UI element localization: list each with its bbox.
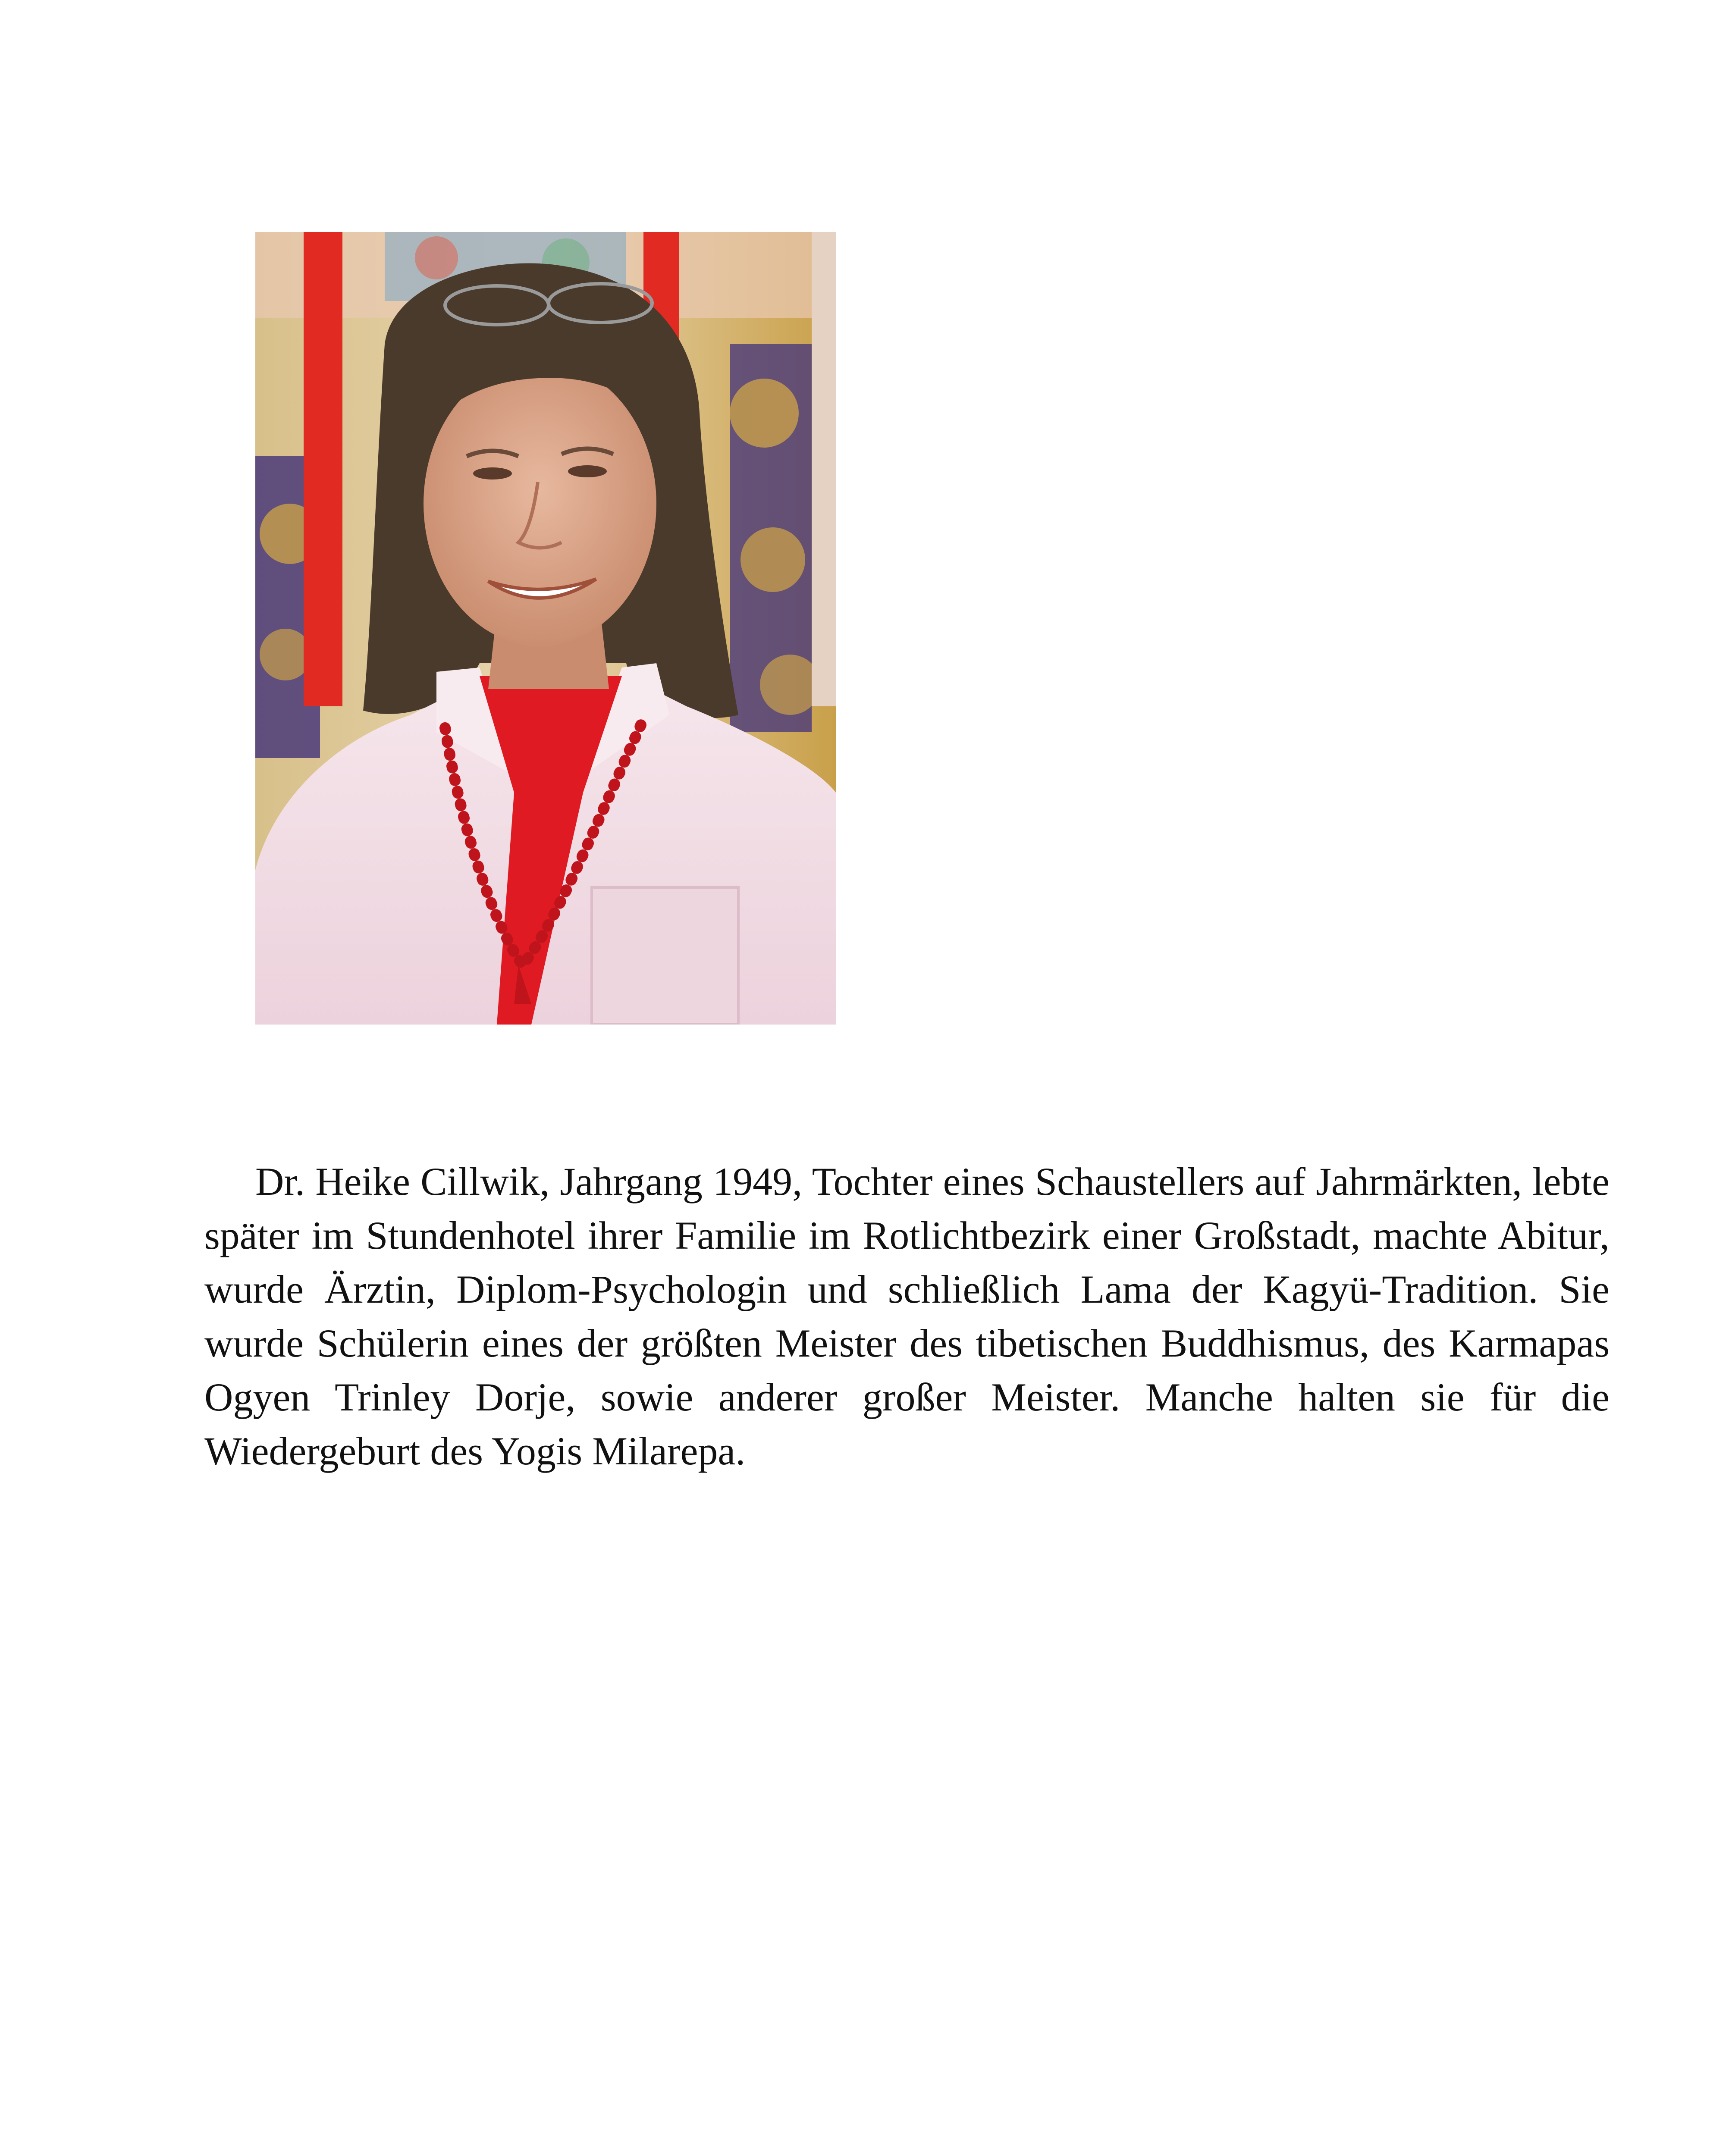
- author-bio-paragraph: Dr. Heike Cillwik, Jahrgang 1949, Tochter eines Schaustellers auf Jahrmärkten, lebte später im Stundenhotel ihrer Familie im Rotlichtbezirk einer Großstadt, machte Abitur, wurde Ärztin, Diplom-Psychologin und schließlich Lama der Kagyü-Tradition. Sie wurde Schülerin eines der größten Meister des tibetischen Buddhismus, des Karmapas Ogyen Trinley Dorje, sowie anderer großer Meister. Manche halten sie für die Wiedergeburt des Yogis Milarepa.: [204, 1159, 1610, 1473]
- author-portrait-photo: [255, 232, 836, 1025]
- author-portrait-illustration: [255, 232, 836, 1025]
